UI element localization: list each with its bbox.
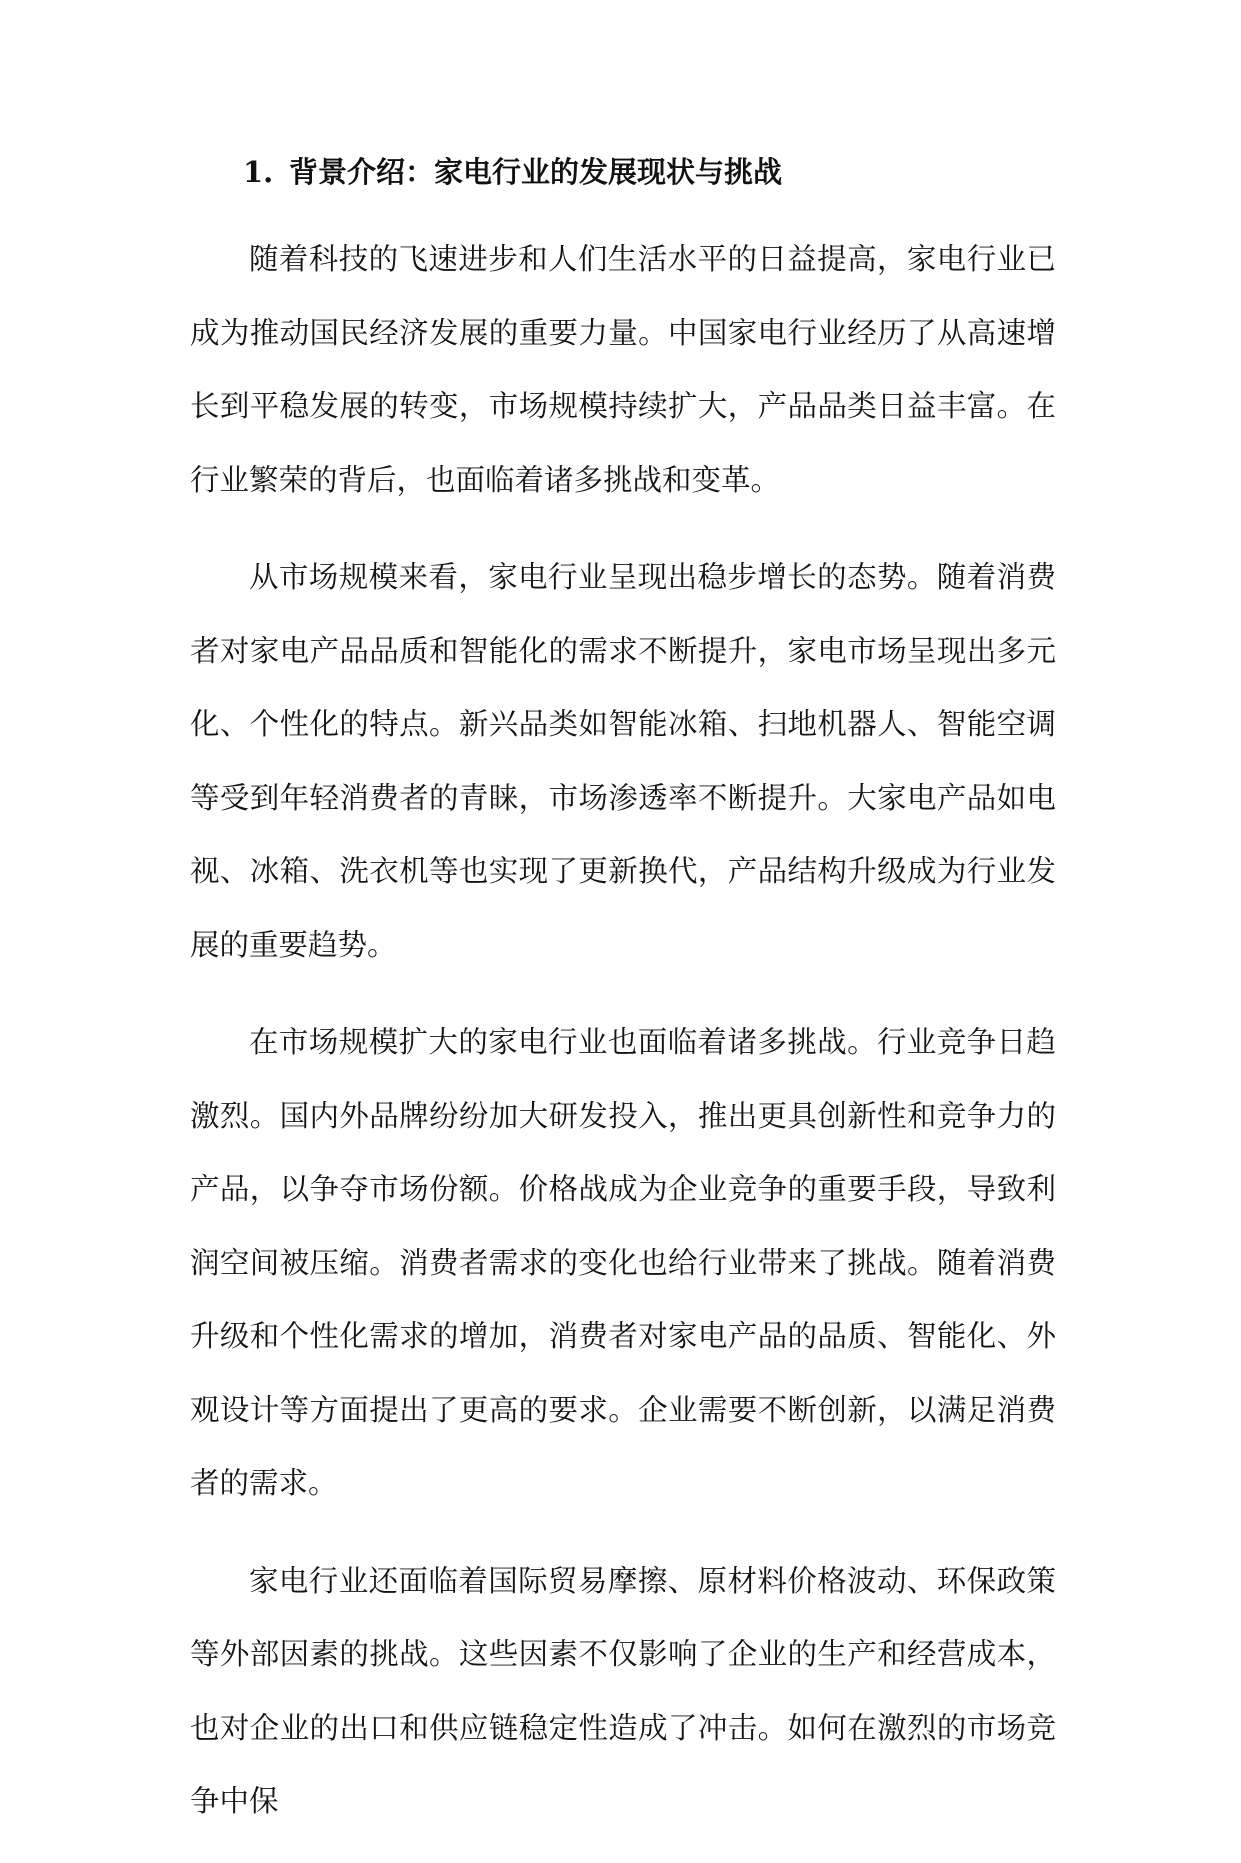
section-number: 1. [243,155,274,189]
section-title: 背景介绍：家电行业的发展现状与挑战 [289,155,783,189]
body-text [190,223,1056,1863]
paragraph-4: 家电行业还面临着国际贸易摩擦、原材料价格波动、环保政策等外部因素的挑战。这些因素不仅影响了企业的生产和经营成本，也对企业的出口和供应链稳定性造成了冲击。如何在激烈的市场竞争中保 [190,1563,1056,1818]
section-heading [243,150,782,194]
paragraph-1: 随着科技的飞速进步和人们生活水平的日益提高，家电行业已成为推动国民经济发展的重要力量。中国家电行业经历了从高速增长到平稳发展的转变，市场规模持续扩大，产品品类日益丰富。在行业繁荣的背后，也面临着诸多挑战和变革。 [190,242,1056,497]
paragraph-3: 在市场规模扩大的家电行业也面临着诸多挑战。行业竞争日趋激烈。国内外品牌纷纷加大研发投入，推出更具创新性和竞争力的产品，以争夺市场份额。价格战成为企业竞争的重要手段，导致利润空间被压缩。消费者需求的变化也给行业带来了挑战。随着消费升级和个性化需求的增加，消费者对家电产品的品质、智能化、外观设计等方面提出了更高的要求。企业需要不断创新，以满足消费者的需求。 [190,1025,1056,1500]
paragraph-2: 从市场规模来看，家电行业呈现出稳步增长的态势。随着消费者对家电产品品质和智能化的需求不断提升，家电市场呈现出多元化、个性化的特点。新兴品类如智能冰箱、扫地机器人、智能空调等受到年轻消费者的青睐，市场渗透率不断提升。大家电产品如电视、冰箱、洗衣机等也实现了更新换代，产品结构升级成为行业发展的重要趋势。 [190,560,1056,962]
